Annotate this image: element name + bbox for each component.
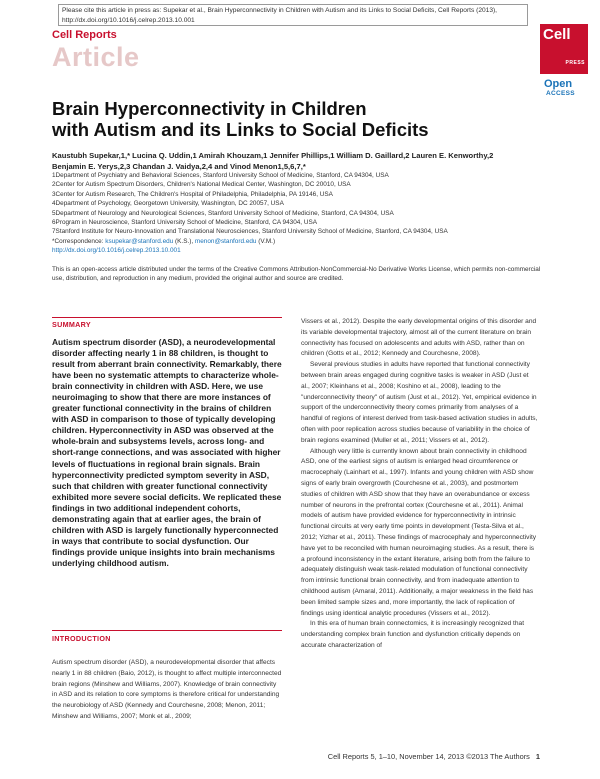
affiliation: 7Stanford Institute for Neuro-Innovation and Translational Neurosciences, Stanford University School of Medicine, Stanford, CA 94304, USA bbox=[52, 228, 448, 236]
summary-heading: SUMMARY bbox=[52, 320, 91, 329]
introduction-heading: INTRODUCTION bbox=[52, 634, 111, 643]
right-column bbox=[301, 317, 539, 652]
citation-line: Please cite this article in press as: Supekar et al., Brain Hyperconnectivity in Children with Autism and its Links to Social Deficits, Cell Reports (2013), bbox=[62, 7, 498, 14]
affiliation: 1Department of Psychiatry and Behavioral Sciences, Stanford University School of Medicine, Stanford, CA 94304, USA bbox=[52, 172, 389, 179]
section-rule bbox=[52, 317, 282, 318]
page-number: 1 bbox=[535, 752, 540, 761]
introduction-text: Autism spectrum disorder (ASD), a neurodevelopmental disorder that affects nearly 1 in 88 children (Baio, 2012), is thought to affect multiple interconnected brain regions (Minshew and Williams, 2007). Knowledge of brain connectivity in ASD and its relation to core symptoms is therefore critical for understanding the neurobiology of ASD (Kennedy and Courchesne, 2008; Menon, 2011; Minshew and Williams, 2007; Monk et al., 2009; bbox=[52, 659, 282, 720]
correspondence bbox=[52, 237, 552, 246]
doi-link[interactable]: http://dx.doi.org/10.1016/j.celrep.2013.10.001 bbox=[52, 247, 181, 255]
correspondence-label: *Correspondence: bbox=[52, 237, 106, 245]
authors-line: Benjamin E. Yerys,2,3 Chandan J. Vaidya,2,4 and Vinod Menon1,5,6,7,* bbox=[52, 161, 306, 171]
body-paragraph: Although very little is currently known about brain connectivity in childhood ASD, one of the earliest signs of autism is enlarged head circumference or macrocephaly (Lainhart et al., 1997). Infants and young children with ASD show signs of early brain overgrowth (Courchesne et al., 2003), and postmortem studies of children with ASD show that they have an overabundance or excess number of neurons in the prefrontal cortex (Courchesne et al., 2011). Animal models of autism have provided evidence for hyperconnectivity in intrinsic functional circuits at very early time points in development (Testa-Silva et al., 2012; Yizhar et al., 2011). These findings of macrocephaly and hyperconnectivity have yet to be reconciled with human neuroimaging studies. As a result, there is a profound inconsistency in the extant literature, arising both from the failure to adequately distinguish weak task-related modulation of functional connectivity from intrinsic functional brain connectivity, and from inadequate attention to childhood autism (Amaral, 2011). Additionally, a major weakness in the field has been limited sample sizes and, more importantly, the lack of replication of findings using identical analytic procedures (Vissers et al., 2012). bbox=[301, 447, 537, 617]
email-owner: (K.S.), bbox=[173, 237, 195, 245]
body-paragraph: In this era of human brain connectomics, it is increasingly recognized that understanding complex brain function and dysfunction critically depends on accurate characterization of bbox=[301, 620, 525, 649]
paper-title bbox=[52, 98, 522, 140]
logo-press: PRESS bbox=[565, 60, 585, 66]
title-line: with Autism and its Links to Social Deficits bbox=[52, 119, 429, 140]
affiliation: 5Department of Neurology and Neurological Sciences, Stanford University School of Medicine, Stanford, CA 94304, USA bbox=[52, 209, 394, 217]
logo-text: Cell bbox=[543, 26, 571, 43]
section-rule bbox=[52, 630, 282, 631]
citation-doi[interactable]: http://dx.doi.org/10.1016/j.celrep.2013.10.001 bbox=[62, 16, 195, 24]
page-footer bbox=[300, 752, 540, 761]
email-link[interactable]: menon@stanford.edu bbox=[194, 237, 257, 245]
affiliation: 6Program in Neuroscience, Stanford University School of Medicine, Stanford, CA 94304, USA bbox=[52, 219, 317, 227]
authors-line: Kaustubh Supekar,1,* Lucina Q. Uddin,1 Amirah Khouzam,1 Jennifer Phillips,1 William D. Gaillard,2 Lauren E. Kenworthy,2 bbox=[52, 151, 494, 160]
body-paragraph: Several previous studies in adults have reported that functional connectivity between brain areas engaged during cognitive tasks is weaker in ASD (Just et al., 2007; Kleinhans et al., 2008; Koshino et al., 2008), leading to the "underconnectivity theory" of autism (Just et al., 2012). Yet, empirical evidence in support of the underconnectivity theory comes primarily from analyses of a handful of regions of interest derived from task-based activation studies in adults, often with poor replication across studies because of variability in the choice of brain regions examined (Muller et al., 2011; Vissers et al., 2012). bbox=[301, 361, 538, 444]
open-access-access: ACCESS bbox=[546, 90, 575, 97]
affiliations bbox=[52, 171, 552, 256]
journal-name: Cell Reports bbox=[52, 29, 117, 41]
affiliation: 3Center for Autism Research, The Children's Hospital of Philadelphia, Philadelphia, PA 19146, USA bbox=[52, 190, 333, 198]
email-owner: (V.M.) bbox=[256, 237, 276, 245]
article-type: Article bbox=[52, 42, 140, 72]
body-paragraph: Vissers et al., 2012). Despite the early developmental origins of this disorder and its variable developmental trajectory, almost all of the current literature on brain connectivity has focused on adolescents and adults with ASD, rather than on children (Gotts et al., 2012; Kennedy and Courchesne, 2008). bbox=[301, 318, 537, 358]
footer-citation: Cell Reports 5, 1–10, November 14, 2013 ©2013 The Authors bbox=[327, 752, 530, 761]
title-line: Brain Hyperconnectivity in Children bbox=[52, 98, 367, 119]
citation-box bbox=[58, 4, 528, 26]
email-link[interactable]: ksupekar@stanford.edu bbox=[105, 237, 174, 245]
summary-text: Autism spectrum disorder (ASD), a neurodevelopmental disorder affecting nearly 1 in 88 children, is thought to result from aberrant brain connectivity. Remarkably, there have been no systematic attempts to characterize whole-brain connectivity in children with ASD. Here, we use neuroimaging to show that there are more instances of greater functional connectivity in the brains of children with ASD in comparison to those of typically developing children. Hyperconnectivity in ASD was observed at the whole-brain and subsystems levels, across long- and short-range connections, and was associated with higher levels of fluctuations in regional brain signals. Brain hyperconnectivity predicted symptom severity in ASD, such that children with greater functional connectivity exhibited more severe social deficits. We replicated these findings in two additional independent cohorts, demonstrating again that at earlier ages, the brain of children with ASD is largely functionally hyperconnected in ways that contribute to social dysfunction. Our findings provide unique insights into brain mechanisms underlying childhood autism. bbox=[52, 337, 282, 568]
affiliation: 2Center for Autism Spectrum Disorders, Children's National Medical Center, Washington, DC 20010, USA bbox=[52, 181, 351, 189]
author-list bbox=[52, 151, 552, 172]
cell-press-logo[interactable] bbox=[540, 24, 588, 74]
affiliation: 4Department of Psychology, Georgetown University, Washington, DC 20057, USA bbox=[52, 200, 284, 208]
open-access-note: This is an open-access article distributed under the terms of the Creative Commons Attribution-NonCommercial-No Derivative Works License, which permits non-commercial use, distribution, and reproduction in any medium, provided the original author and source are credited. bbox=[52, 266, 541, 283]
open-access-open: Open bbox=[544, 78, 573, 90]
